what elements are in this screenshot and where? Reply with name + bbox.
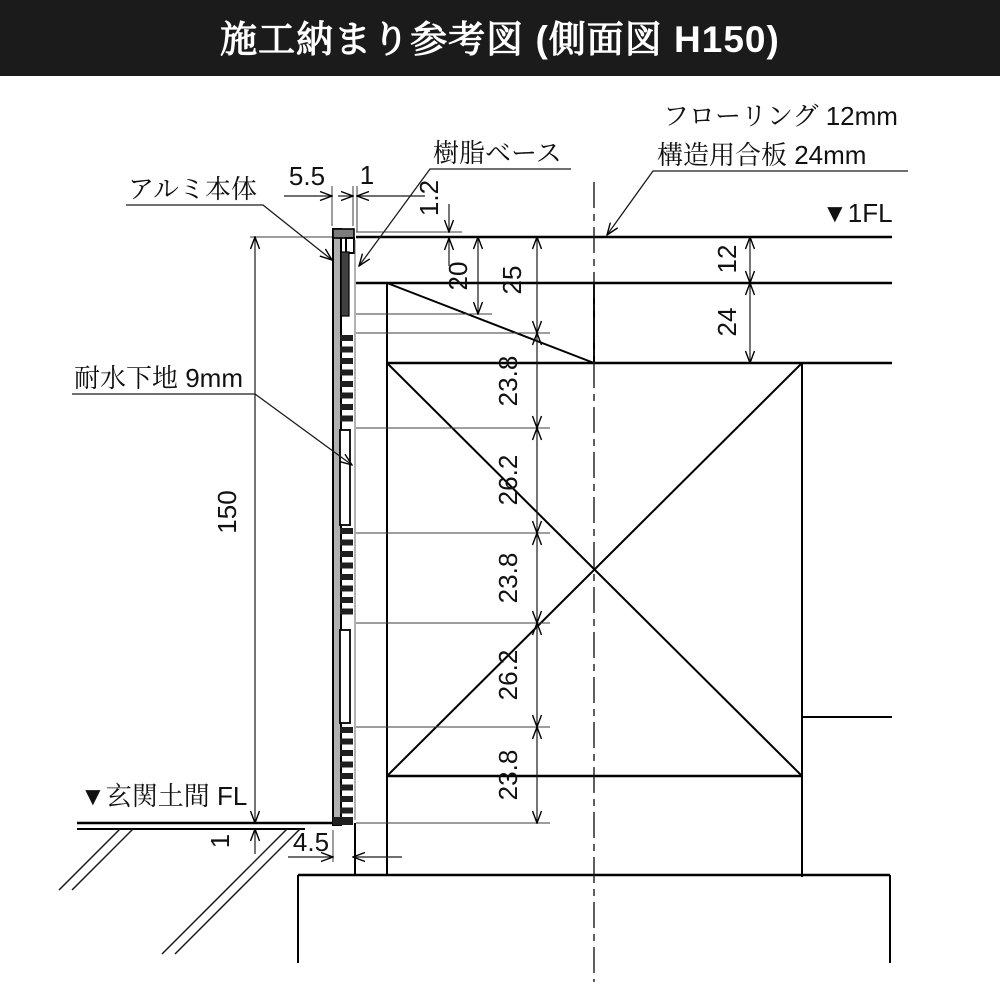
profile-tooth (340, 739, 353, 745)
profile-tooth (340, 563, 353, 569)
profile-tooth (340, 586, 353, 592)
profile-tooth (340, 808, 353, 814)
dim-24: 24 (712, 307, 742, 337)
label-substrate: 耐水下地 9mm (74, 363, 244, 393)
label-flooring: フローリング 12mm (663, 101, 898, 131)
line-plywood-cut-diagonal (387, 283, 594, 363)
text-labels (74, 101, 898, 811)
aluminum-profile (333, 229, 355, 825)
leader-aluminum (126, 205, 332, 260)
profile-tooth (340, 785, 353, 791)
profile-tooth (340, 540, 353, 546)
page-title: 施工納まり参考図 (側面図 H150) (220, 19, 780, 60)
profile-tooth (340, 347, 353, 353)
profile-tooth (340, 750, 353, 756)
profile-clip-teeth (340, 335, 353, 814)
dim-chain-1: 23.8 (493, 355, 523, 407)
dim-bottom-width: 4.5 (292, 827, 330, 857)
leader-substrate (72, 394, 352, 465)
dim-top-width: 5.5 (288, 161, 326, 191)
profile-tooth (340, 404, 353, 410)
structure-lines (59, 179, 892, 982)
profile-panel-lower (340, 630, 350, 723)
profile-tooth (340, 335, 353, 341)
label-1fl: ▼1FL (822, 198, 893, 228)
profile-tooth (340, 551, 353, 557)
dim-top-gap: 1 (359, 160, 375, 190)
profile-tooth (340, 609, 353, 615)
profile-tooth (340, 358, 353, 364)
profile-panel-upper (340, 430, 350, 525)
profile-tooth (340, 528, 353, 534)
leader-resin-base (359, 169, 571, 266)
ground-hatch-1a (72, 829, 133, 890)
profile-tooth (340, 393, 353, 399)
leader-lines (72, 169, 908, 465)
profile-tooth (340, 597, 353, 603)
dimension-texts (205, 160, 742, 857)
title-bar (0, 0, 1000, 76)
profile-tooth (340, 370, 353, 376)
dim-12: 12 (712, 244, 742, 274)
profile-back-plate (333, 229, 341, 825)
profile-tooth (340, 762, 353, 768)
profile-tooth (340, 796, 353, 802)
profile-tooth (340, 381, 353, 387)
profile-tooth (340, 727, 353, 733)
dim-chain-3: 23.8 (493, 552, 523, 604)
dim-150: 150 (212, 490, 242, 534)
dim-20: 20 (443, 261, 473, 291)
profile-tooth (340, 416, 353, 422)
label-aluminum: アルミ本体 (128, 174, 257, 204)
profile-tooth (340, 574, 353, 580)
ground-hatch-2a (175, 829, 300, 954)
profile-bottom-cap (333, 817, 353, 825)
dim-chain-2: 26.2 (493, 454, 523, 506)
dim-bottom-gap: 1 (205, 833, 235, 849)
dim-chain-5: 23.8 (493, 749, 523, 801)
dim-chain-4: 26.2 (493, 649, 523, 701)
ground-hatch-1b (59, 829, 120, 890)
profile-resin-insert (341, 252, 349, 316)
profile-tooth (340, 773, 353, 779)
label-resin-base: 樹脂ベース (433, 138, 562, 168)
dim-top-offset: 1.2 (414, 179, 444, 217)
label-entrance-fl: ▼玄関土間 FL (80, 781, 248, 811)
profile-top-hook (346, 238, 354, 253)
profile-top-cap (333, 229, 354, 238)
label-plywood: 構造用合板 24mm (657, 140, 867, 170)
dim-25: 25 (497, 265, 527, 295)
